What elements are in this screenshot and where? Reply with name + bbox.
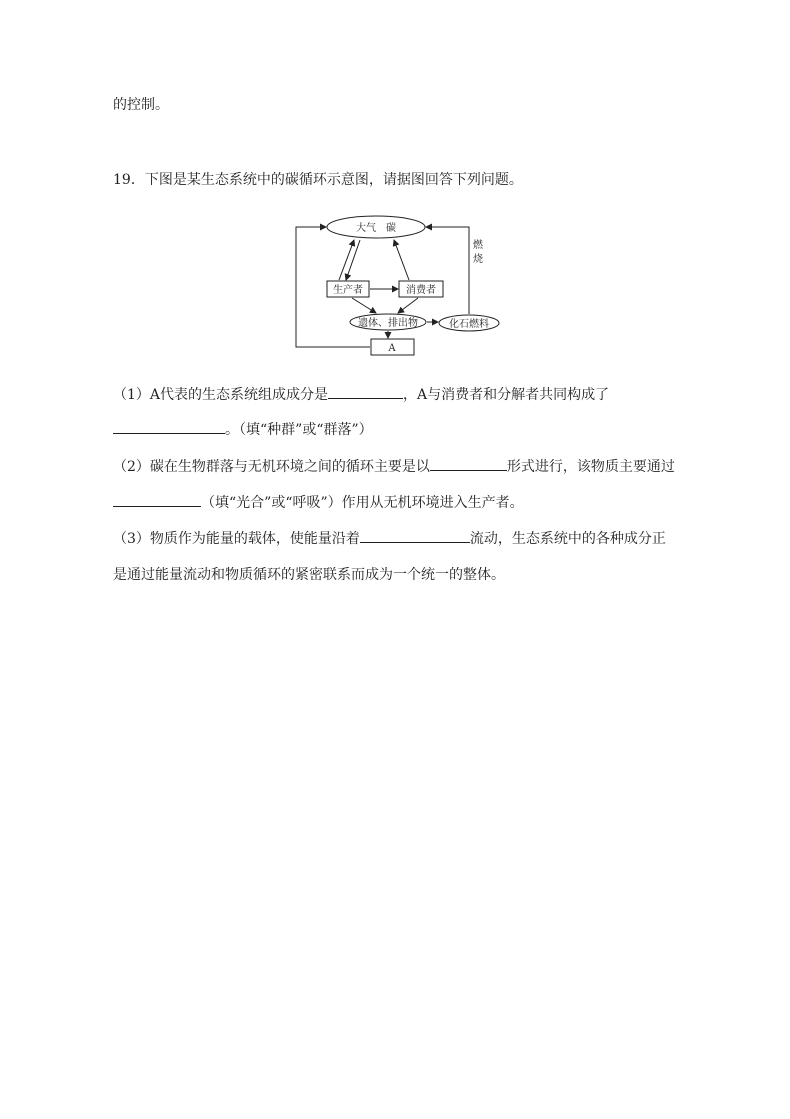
q2-blank-2[interactable] (113, 492, 201, 507)
q1-text-b: ，A与消费者和分解者共同构成了 (403, 387, 610, 403)
q1-blank-1[interactable] (328, 384, 403, 399)
q2-blank-1[interactable] (430, 456, 507, 471)
arrow-consumer-to-atmosphere (394, 240, 409, 280)
q3-line2: 是通过能量流动和物质循环的紧密联系而成为一个统一的整体。 (113, 567, 505, 583)
q1-line2 (113, 419, 373, 440)
q1-text-a: （1）A代表的生态系统组成成分是 (113, 387, 329, 403)
q3-text-a: （3）物质作为能量的载体，使能量沿着 (113, 531, 360, 547)
arrow-producer-to-atmosphere (339, 240, 354, 280)
q2-text-c: （填“光合”或“呼吸”）作用从无机环境进入生产者。 (201, 495, 524, 511)
carbon-cycle-diagram (294, 214, 508, 356)
arrow-consumer-to-remains (398, 298, 418, 313)
arrow-fossil-to-atmosphere (426, 227, 469, 314)
arrow-producer-to-remains (352, 298, 376, 313)
q3-line1 (113, 528, 666, 549)
q2-line1 (113, 456, 675, 477)
atmosphere-label: 大气 碳 (356, 223, 396, 234)
q1-line1 (113, 384, 609, 405)
fossil-fuel-label: 化石燃料 (449, 319, 489, 330)
a-label: A (388, 343, 396, 354)
q3-blank-1[interactable] (360, 528, 470, 543)
q1-text-c: 。（填“种群”或“群落”） (225, 422, 373, 438)
consumer-label: 消费者 (406, 285, 436, 296)
arrow-atmosphere-to-producer (346, 240, 360, 280)
question-19-stem: 19．下图是某生态系统中的碳循环示意图，请据图回答下列问题。 (113, 172, 523, 188)
q1-blank-2[interactable] (113, 419, 225, 434)
q2-line2 (113, 492, 524, 513)
q3-text-b: 流动，生态系统中的各种成分正 (469, 531, 666, 547)
q2-text-b: 形式进行，该物质主要通过 (506, 459, 675, 475)
remains-label: 遗体、排出物 (358, 318, 418, 329)
intro-text: 的控制。 (113, 97, 169, 113)
burn-label-2: 烧 (473, 254, 483, 265)
q2-text-a: （2）碳在生物群落与无机环境之间的循环主要是以 (113, 459, 430, 475)
producer-label: 生产者 (333, 285, 363, 296)
burn-label-1: 燃 (473, 240, 483, 251)
